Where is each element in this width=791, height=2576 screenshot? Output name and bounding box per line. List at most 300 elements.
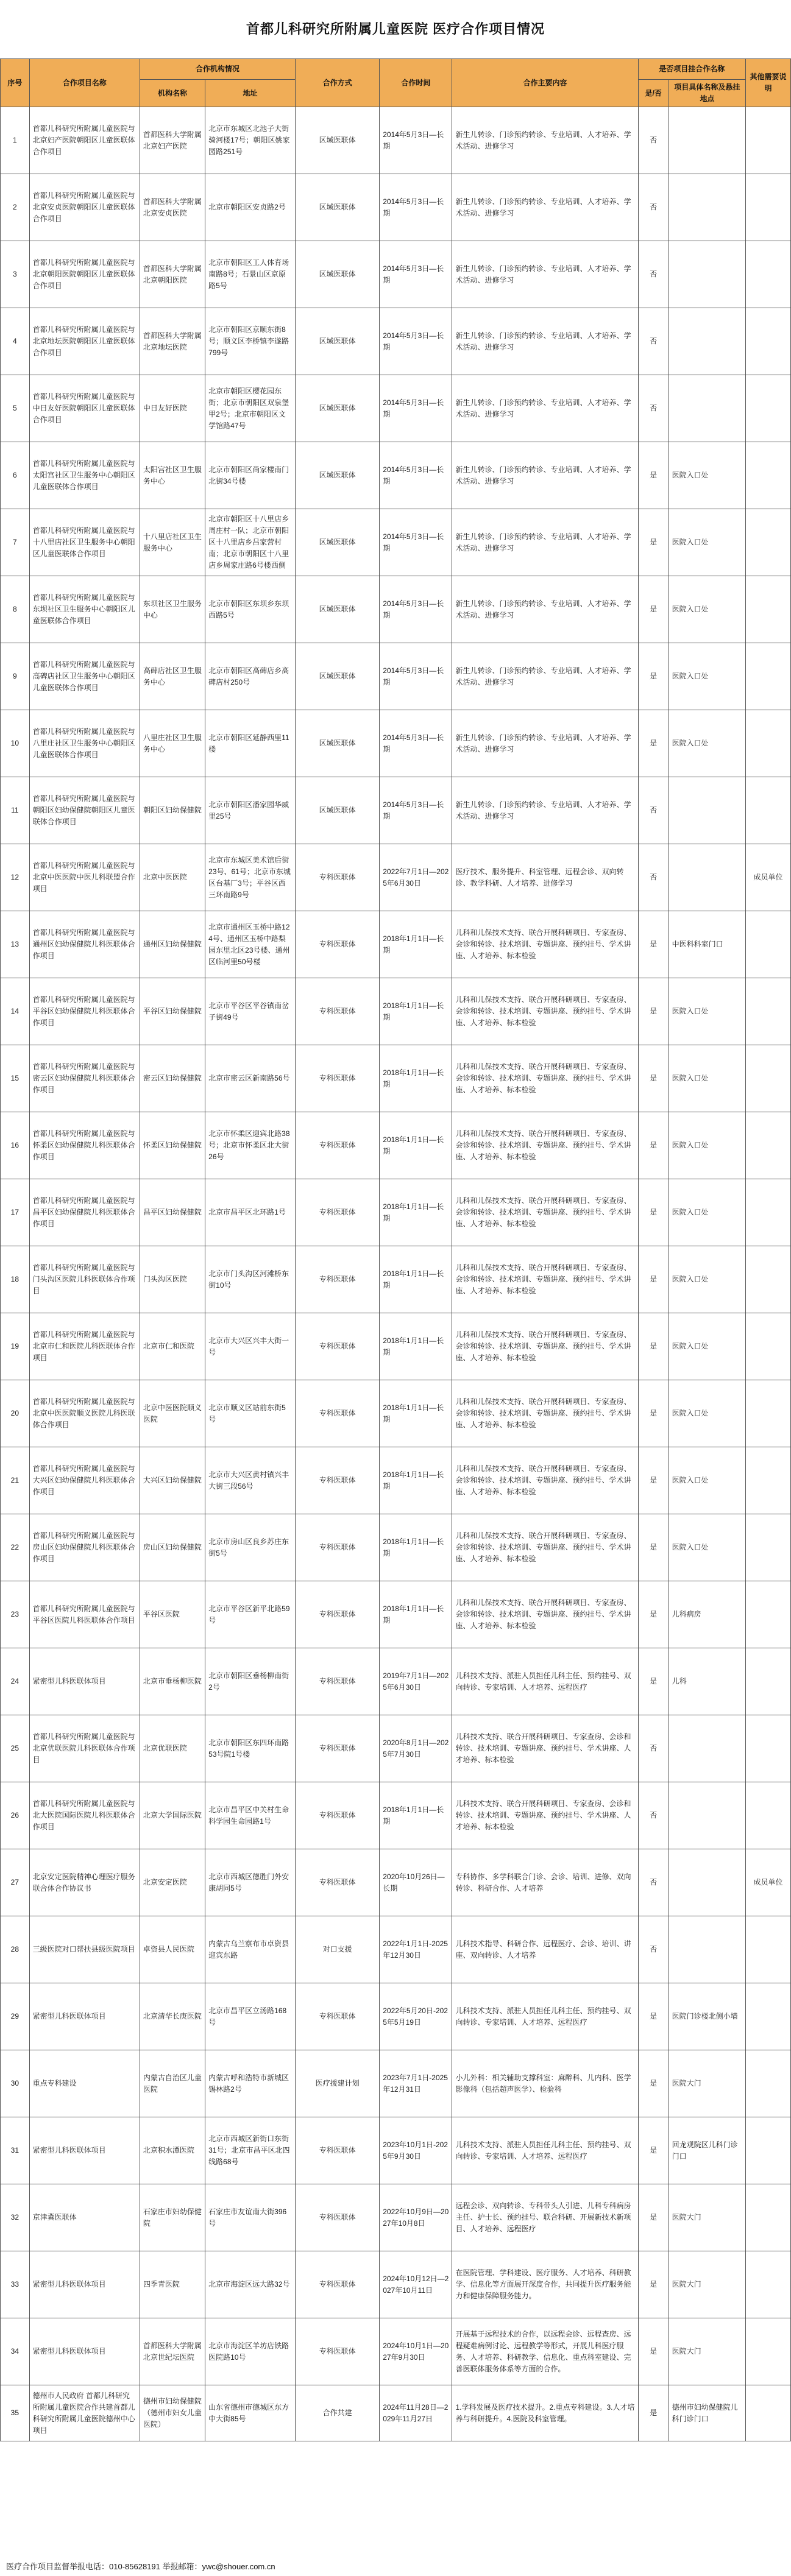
row-number: 20 [1, 1380, 30, 1447]
cooperation-time: 2018年1月1日—长期 [380, 1581, 452, 1648]
table-row [1, 308, 791, 375]
cooperation-time: 2023年10月1日-2025年9月30日 [380, 2117, 452, 2184]
cooperation-mode: 专科医联体 [295, 1313, 379, 1380]
cooperation-mode: 专科医联体 [295, 844, 379, 911]
brand-yes-no: 是 [638, 1447, 669, 1514]
project-name: 首都儿科研究所附属儿童医院与中日友好医院朝阳区儿童医联体合作项目 [29, 375, 140, 442]
other-note [746, 1581, 791, 1648]
brand-yes-no: 是 [638, 2385, 669, 2441]
org-address: 北京市朝阳区十八里店乡周庄村一队；北京市朝阳区十八里店乡吕家营村南；北京市朝阳区十八里店乡周家庄路6号楼西侧 [205, 509, 296, 576]
org-name: 通州区妇幼保健院 [140, 911, 205, 978]
brand-place: 医院入口处 [669, 1514, 745, 1581]
cooperation-time: 2022年1月1日-2025年12月30日 [380, 1916, 452, 1983]
org-name: 首都医科大学附属北京妇产医院 [140, 107, 205, 174]
cooperation-time: 2018年1月1日—长期 [380, 1514, 452, 1581]
cooperation-content: 新生儿转诊、门诊预约转诊、专业培训、人才培养、学术活动、进修学习 [452, 442, 638, 509]
org-address: 北京市朝阳区工人体育场南路8号；石景山区京原路5号 [205, 241, 296, 308]
cooperation-content: 儿科技术支持、联合开展科研项目、专家查房、会诊和转诊、技术培训、专题讲座、预约挂号、学术讲座、人才培养、标本检验 [452, 1715, 638, 1782]
brand-place [669, 174, 745, 241]
other-note [746, 375, 791, 442]
org-address: 山东省德州市德城区东方中大街85号 [205, 2385, 296, 2441]
cooperation-mode: 专科医联体 [295, 1648, 379, 1715]
cooperation-mode: 专科医联体 [295, 1715, 379, 1782]
org-name: 平谷区妇幼保健院 [140, 978, 205, 1045]
cooperation-time: 2014年5月3日—长期 [380, 174, 452, 241]
other-note [746, 978, 791, 1045]
cooperation-time: 2014年5月3日—长期 [380, 777, 452, 844]
project-name: 首都儿科研究所附属儿童医院与北京安贞医院朝阳区儿童医联体合作项目 [29, 174, 140, 241]
cooperation-mode: 专科医联体 [295, 1849, 379, 1916]
project-name: 重点专科建设 [29, 2050, 140, 2117]
other-note [746, 1983, 791, 2050]
org-name: 四季青医院 [140, 2251, 205, 2318]
header-org: 合作机构情况 [140, 59, 295, 80]
brand-place [669, 375, 745, 442]
cooperation-content: 儿科和儿保技术支持、联合开展科研项目、专家查房、会诊和转诊、技术培训、专题讲座、预约挂号、学术讲座、人才培养、标本检验 [452, 1112, 638, 1179]
project-name: 首都儿科研究所附属儿童医院与通州区妇幼保健院儿科医联体合作项目 [29, 911, 140, 978]
table-row [1, 643, 791, 710]
cooperation-mode: 专科医联体 [295, 1380, 379, 1447]
org-name: 密云区妇幼保健院 [140, 1045, 205, 1112]
org-name: 北京清华长庚医院 [140, 1983, 205, 2050]
cooperation-content: 儿科和儿保技术支持、联合开展科研项目、专家查房、会诊和转诊、技术培训、专题讲座、预约挂号、学术讲座、人才培养、标本检验 [452, 1380, 638, 1447]
row-number: 12 [1, 844, 30, 911]
brand-yes-no: 是 [638, 1246, 669, 1313]
table-row [1, 174, 791, 241]
project-name: 首都儿科研究所附属儿童医院与八里庄社区卫生服务中心朝阳区儿童医联体合作项目 [29, 710, 140, 777]
org-address: 北京市朝阳区东坝乡东坝西路5号 [205, 576, 296, 643]
brand-yes-no: 是 [638, 2117, 669, 2184]
org-name: 北京中医医院顺义医院 [140, 1380, 205, 1447]
org-address: 北京市房山区良乡苏庄东街5号 [205, 1514, 296, 1581]
cooperation-time: 2018年1月1日—长期 [380, 978, 452, 1045]
table-row [1, 1045, 791, 1112]
row-number: 8 [1, 576, 30, 643]
row-number: 3 [1, 241, 30, 308]
brand-yes-no: 是 [638, 1313, 669, 1380]
brand-yes-no: 是 [638, 1179, 669, 1246]
cooperation-mode: 专科医联体 [295, 1045, 379, 1112]
cooperation-mode: 医疗援建计划 [295, 2050, 379, 2117]
brand-place: 医院入口处 [669, 978, 745, 1045]
org-address: 北京市平谷区新平北路59号 [205, 1581, 296, 1648]
org-address: 北京市东城区美术馆后街23号、61号；北京市东城区台基厂3号；平谷区西三环南路9号 [205, 844, 296, 911]
row-number: 18 [1, 1246, 30, 1313]
project-name: 紧密型儿科医联体项目 [29, 2318, 140, 2385]
other-note [746, 2050, 791, 2117]
org-name: 朝阳区妇幼保健院 [140, 777, 205, 844]
brand-yes-no: 是 [638, 442, 669, 509]
other-note [746, 174, 791, 241]
brand-place: 医院入口处 [669, 643, 745, 710]
other-note [746, 710, 791, 777]
cooperation-time: 2023年7月1日-2025年12月31日 [380, 2050, 452, 2117]
brand-yes-no: 否 [638, 844, 669, 911]
cooperation-mode: 专科医联体 [295, 1983, 379, 2050]
brand-yes-no: 否 [638, 241, 669, 308]
row-number: 27 [1, 1849, 30, 1916]
project-name: 首都儿科研究所附属儿童医院与北京市仁和医院儿科医联体合作项目 [29, 1313, 140, 1380]
cooperation-mode: 专科医联体 [295, 1112, 379, 1179]
org-address: 北京市昌平区北环路1号 [205, 1179, 296, 1246]
cooperation-mode: 区域医联体 [295, 710, 379, 777]
brand-place: 医院入口处 [669, 710, 745, 777]
row-number: 9 [1, 643, 30, 710]
table-row [1, 107, 791, 174]
cooperation-time: 2014年5月3日—长期 [380, 241, 452, 308]
cooperation-time: 2014年5月3日—长期 [380, 442, 452, 509]
org-address: 内蒙古乌兰察布市卓资县迎宾东路 [205, 1916, 296, 1983]
org-name: 北京中医医院 [140, 844, 205, 911]
row-number: 24 [1, 1648, 30, 1715]
cooperation-time: 2014年5月3日—长期 [380, 576, 452, 643]
other-note [746, 1648, 791, 1715]
brand-yes-no: 是 [638, 1380, 669, 1447]
org-address: 北京市昌平区中关村生命科学园生命园路1号 [205, 1782, 296, 1849]
brand-yes-no: 是 [638, 2184, 669, 2251]
cooperation-content: 儿科和儿保技术支持、联合开展科研项目、专家查房、会诊和转诊、技术培训、专题讲座、预约挂号、学术讲座、人才培养、标本检验 [452, 1313, 638, 1380]
row-number: 14 [1, 978, 30, 1045]
project-name: 紧密型儿科医联体项目 [29, 2251, 140, 2318]
brand-place [669, 1849, 745, 1916]
cooperation-content: 新生儿转诊、门诊预约转诊、专业培训、人才培养、学术活动、进修学习 [452, 375, 638, 442]
brand-place: 德州市妇幼保健院儿科门诊门口 [669, 2385, 745, 2441]
other-note [746, 1916, 791, 1983]
cooperation-mode: 区域医联体 [295, 241, 379, 308]
row-number: 7 [1, 509, 30, 576]
brand-place: 回龙观院区儿科门诊门口 [669, 2117, 745, 2184]
row-number: 4 [1, 308, 30, 375]
row-number: 1 [1, 107, 30, 174]
table-row [1, 777, 791, 844]
project-name: 首都儿科研究所附属儿童医院与太阳宫社区卫生服务中心朝阳区儿童医联体合作项目 [29, 442, 140, 509]
other-note [746, 1246, 791, 1313]
row-number: 17 [1, 1179, 30, 1246]
table-row [1, 1983, 791, 2050]
cooperation-time: 2014年5月3日—长期 [380, 710, 452, 777]
other-note [746, 1782, 791, 1849]
org-address: 北京市朝阳区垂杨柳南街2号 [205, 1648, 296, 1715]
org-name: 德州市妇幼保健院（德州市妇女儿童医院） [140, 2385, 205, 2441]
table-row [1, 1179, 791, 1246]
cooperation-content: 儿科技术支持、派驻人员担任儿科主任、预约挂号、双向转诊、专家培训、人才培养、远程医疗 [452, 1648, 638, 1715]
org-name: 怀柔区妇幼保健院 [140, 1112, 205, 1179]
brand-place: 医院门诊楼北侧小墙 [669, 1983, 745, 2050]
cooperation-mode: 区域医联体 [295, 174, 379, 241]
project-name: 首都儿科研究所附属儿童医院与房山区妇幼保健院儿科医联体合作项目 [29, 1514, 140, 1581]
project-name: 首都儿科研究所附属儿童医院与门头沟区医院儿科医联体合作项目 [29, 1246, 140, 1313]
project-name: 首都儿科研究所附属儿童医院与高碑店社区卫生服务中心朝阳区儿童医联体合作项目 [29, 643, 140, 710]
cooperation-time: 2018年1月1日—长期 [380, 1112, 452, 1179]
brand-yes-no: 否 [638, 174, 669, 241]
brand-yes-no: 否 [638, 777, 669, 844]
org-address: 北京市怀柔区迎宾北路38号；北京市怀柔区北大街26号 [205, 1112, 296, 1179]
header-brand: 是否项目挂合作名称 [638, 59, 745, 80]
brand-place: 医院大门 [669, 2050, 745, 2117]
other-note [746, 1380, 791, 1447]
org-name: 石家庄市妇幼保健院 [140, 2184, 205, 2251]
header-time: 合作时间 [380, 59, 452, 107]
row-number: 10 [1, 710, 30, 777]
table-row [1, 1514, 791, 1581]
org-address: 北京市海淀区远大路32号 [205, 2251, 296, 2318]
row-number: 31 [1, 2117, 30, 2184]
cooperation-content: 新生儿转诊、门诊预约转诊、专业培训、人才培养、学术活动、进修学习 [452, 509, 638, 576]
brand-yes-no: 是 [638, 1983, 669, 2050]
cooperation-mode: 专科医联体 [295, 1782, 379, 1849]
header-other: 其他需要说明 [746, 59, 791, 107]
header-project: 合作项目名称 [29, 59, 140, 107]
other-note [746, 1045, 791, 1112]
cooperation-mode: 区域医联体 [295, 509, 379, 576]
org-name: 北京市仁和医院 [140, 1313, 205, 1380]
other-note [746, 576, 791, 643]
header-brand-place: 项目具体名称及悬挂地点 [669, 80, 745, 107]
project-name: 紧密型儿科医联体项目 [29, 2117, 140, 2184]
cooperation-content: 儿科和儿保技术支持、联合开展科研项目、专家查房、会诊和转诊、技术培训、专题讲座、预约挂号、学术讲座、人才培养、标本检验 [452, 1514, 638, 1581]
brand-place: 医院大门 [669, 2318, 745, 2385]
cooperation-time: 2018年1月1日—长期 [380, 1447, 452, 1514]
header-org-addr: 地址 [205, 80, 296, 107]
org-address: 北京市朝阳区尚家楼南门北街34号楼 [205, 442, 296, 509]
cooperation-time: 2020年8月1日—2025年7月30日 [380, 1715, 452, 1782]
brand-place [669, 1715, 745, 1782]
org-address: 北京市海淀区羊坊店铁路医院路10号 [205, 2318, 296, 2385]
org-address: 北京市西城区德胜门外安康胡同5号 [205, 1849, 296, 1916]
other-note [746, 107, 791, 174]
cooperation-content: 儿科技术支持、联合开展科研项目、专家查房、会诊和转诊、技术培训、专题讲座、预约挂号、学术讲座、人才培养、标本检验 [452, 1782, 638, 1849]
brand-place [669, 308, 745, 375]
cooperation-content: 儿科和儿保技术支持、联合开展科研项目、专家查房、会诊和转诊、技术培训、专题讲座、预约挂号、学术讲座、人才培养、标本检验 [452, 1179, 638, 1246]
cooperation-mode: 区域医联体 [295, 442, 379, 509]
header-no: 序号 [1, 59, 30, 107]
cooperation-content: 新生儿转诊、门诊预约转诊、专业培训、人才培养、学术活动、进修学习 [452, 308, 638, 375]
project-name: 三级医院对口帮扶县级医院项目 [29, 1916, 140, 1983]
org-name: 北京积水潭医院 [140, 2117, 205, 2184]
org-name: 大兴区妇幼保健院 [140, 1447, 205, 1514]
cooperation-time: 2014年5月3日—长期 [380, 107, 452, 174]
brand-place: 医院入口处 [669, 1179, 745, 1246]
org-name: 东坝社区卫生服务中心 [140, 576, 205, 643]
cooperation-content: 新生儿转诊、门诊预约转诊、专业培训、人才培养、学术活动、进修学习 [452, 777, 638, 844]
cooperation-content: 医疗技术、服务提升、科室管理、远程会诊、双向转诊、教学科研、人才培养、进修学习 [452, 844, 638, 911]
org-name: 太阳宫社区卫生服务中心 [140, 442, 205, 509]
cooperation-content: 新生儿转诊、门诊预约转诊、专业培训、人才培养、学术活动、进修学习 [452, 174, 638, 241]
other-note [746, 509, 791, 576]
header-org-name: 机构名称 [140, 80, 205, 107]
project-name: 首都儿科研究所附属儿童医院与怀柔区妇幼保健院儿科医联体合作项目 [29, 1112, 140, 1179]
project-name: 首都儿科研究所附属儿童医院与密云区妇幼保健院儿科医联体合作项目 [29, 1045, 140, 1112]
table-row [1, 2251, 791, 2318]
org-address: 北京市顺义区站前东街5号 [205, 1380, 296, 1447]
cooperation-mode: 区域医联体 [295, 643, 379, 710]
cooperation-time: 2014年5月3日—长期 [380, 375, 452, 442]
cooperation-mode: 专科医联体 [295, 1179, 379, 1246]
header-brand-yn: 是/否 [638, 80, 669, 107]
cooperation-content: 在医院管理、学科建设、医疗服务、人才培养、科研教学、信息化等方面展开深度合作，共同提升医疗服务能力和健康保障服务能力。 [452, 2251, 638, 2318]
row-number: 16 [1, 1112, 30, 1179]
brand-yes-no: 是 [638, 1112, 669, 1179]
cooperation-content: 儿科和儿保技术支持、联合开展科研项目、专家查房、会诊和转诊、技术培训、专题讲座、预约挂号、学术讲座、人才培养、标本检验 [452, 1447, 638, 1514]
org-address: 北京市朝阳区东四环南路53号院1号楼 [205, 1715, 296, 1782]
row-number: 29 [1, 1983, 30, 2050]
org-address: 北京市门头沟区河滩桥东街10号 [205, 1246, 296, 1313]
project-name: 首都儿科研究所附属儿童医院与北京朝阳医院朝阳区儿童医联体合作项目 [29, 241, 140, 308]
table-row [1, 1782, 791, 1849]
brand-yes-no: 否 [638, 107, 669, 174]
project-name: 首都儿科研究所附属儿童医院与北京地坛医院朝阳区儿童医联体合作项目 [29, 308, 140, 375]
table-row [1, 1849, 791, 1916]
other-note [746, 442, 791, 509]
table-row [1, 2050, 791, 2117]
cooperation-content: 新生儿转诊、门诊预约转诊、专业培训、人才培养、学术活动、进修学习 [452, 643, 638, 710]
table-row [1, 375, 791, 442]
brand-place [669, 844, 745, 911]
cooperation-content: 儿科和儿保技术支持、联合开展科研项目、专家查房、会诊和转诊、技术培训、专题讲座、预约挂号、学术讲座、人才培养、标本检验 [452, 1246, 638, 1313]
org-address: 北京市密云区新南路56号 [205, 1045, 296, 1112]
brand-yes-no: 是 [638, 576, 669, 643]
project-name: 京津冀医联体 [29, 2184, 140, 2251]
table-row [1, 442, 791, 509]
cooperation-content: 新生儿转诊、门诊预约转诊、专业培训、人才培养、学术活动、进修学习 [452, 710, 638, 777]
row-number: 19 [1, 1313, 30, 1380]
table-row [1, 978, 791, 1045]
other-note [746, 643, 791, 710]
brand-place [669, 1782, 745, 1849]
project-name: 首都儿科研究所附属儿童医院与大兴区妇幼保健院儿科医联体合作项目 [29, 1447, 140, 1514]
table-body [1, 107, 791, 2441]
brand-yes-no: 否 [638, 308, 669, 375]
project-name: 首都儿科研究所附属儿童医院与北京中医医院中医儿科联盟合作项目 [29, 844, 140, 911]
org-address: 北京市朝阳区延静西里11楼 [205, 710, 296, 777]
table-row [1, 1581, 791, 1648]
cooperation-time: 2019年7月1日—2025年6月30日 [380, 1648, 452, 1715]
brand-yes-no: 是 [638, 643, 669, 710]
table-row [1, 1916, 791, 1983]
row-number: 25 [1, 1715, 30, 1782]
org-name: 北京大学国际医院 [140, 1782, 205, 1849]
cooperation-time: 2024年10月12日—2027年10月11日 [380, 2251, 452, 2318]
brand-place [669, 777, 745, 844]
table-row [1, 710, 791, 777]
other-note [746, 241, 791, 308]
cooperation-time: 2018年1月1日—长期 [380, 1246, 452, 1313]
org-name: 昌平区妇幼保健院 [140, 1179, 205, 1246]
org-address: 北京市大兴区兴丰大街一号 [205, 1313, 296, 1380]
cooperation-mode: 合作共建 [295, 2385, 379, 2441]
cooperation-time: 2018年1月1日—长期 [380, 1045, 452, 1112]
brand-yes-no: 是 [638, 978, 669, 1045]
table-row [1, 2385, 791, 2441]
brand-place: 医院入口处 [669, 442, 745, 509]
cooperation-content: 专科协作、多学科联合门诊、会诊、培训、进修、双向转诊、科研合作、人才培养 [452, 1849, 638, 1916]
project-name: 首都儿科研究所附属儿童医院与十八里店社区卫生服务中心朝阳区儿童医联体合作项目 [29, 509, 140, 576]
cooperation-content: 儿科技术支持、派驻人员担任儿科主任、预约挂号、双向转诊、专家培训、人才培养、远程医疗 [452, 2117, 638, 2184]
brand-yes-no: 是 [638, 2251, 669, 2318]
brand-place: 医院入口处 [669, 1112, 745, 1179]
brand-yes-no: 是 [638, 1514, 669, 1581]
org-name: 房山区妇幼保健院 [140, 1514, 205, 1581]
project-name: 首都儿科研究所附属儿童医院与北京优联医院儿科医联体合作项目 [29, 1715, 140, 1782]
brand-place: 儿科病房 [669, 1581, 745, 1648]
cooperation-time: 2024年11月28日—2029年11月27日 [380, 2385, 452, 2441]
table-row [1, 1648, 791, 1715]
row-number: 30 [1, 2050, 30, 2117]
row-number: 13 [1, 911, 30, 978]
cooperation-mode: 区域医联体 [295, 107, 379, 174]
org-address: 内蒙古呼和浩特市新城区锡林路2号 [205, 2050, 296, 2117]
other-note [746, 2117, 791, 2184]
cooperation-content: 儿科和儿保技术支持、联合开展科研项目、专家查房、会诊和转诊、技术培训、专题讲座、预约挂号、学术讲座、人才培养、标本检验 [452, 1045, 638, 1112]
table-row [1, 844, 791, 911]
cooperation-mode: 专科医联体 [295, 2318, 379, 2385]
brand-place: 医院入口处 [669, 1313, 745, 1380]
cooperation-mode: 区域医联体 [295, 308, 379, 375]
cooperation-mode: 专科医联体 [295, 1514, 379, 1581]
project-name: 首都儿科研究所附属儿童医院与北京中医医院顺义医院儿科医联体合作项目 [29, 1380, 140, 1447]
cooperation-time: 2014年5月3日—长期 [380, 643, 452, 710]
other-note [746, 1715, 791, 1782]
cooperation-mode: 区域医联体 [295, 375, 379, 442]
other-note [746, 2385, 791, 2441]
row-number: 26 [1, 1782, 30, 1849]
row-number: 6 [1, 442, 30, 509]
table-row [1, 1313, 791, 1380]
cooperation-table [0, 58, 791, 2441]
org-name: 首都医科大学附属北京安贞医院 [140, 174, 205, 241]
table-row [1, 241, 791, 308]
org-address: 北京市大兴区黄村镇兴丰大街三段56号 [205, 1447, 296, 1514]
other-note [746, 308, 791, 375]
row-number: 32 [1, 2184, 30, 2251]
cooperation-content: 小儿外科：相关辅助支撑科室：麻醉科、儿内科、医学影像科（包括超声医学）、检验科 [452, 2050, 638, 2117]
other-note: 成员单位 [746, 844, 791, 911]
row-number: 5 [1, 375, 30, 442]
cooperation-time: 2018年1月1日—长期 [380, 911, 452, 978]
brand-place: 医院入口处 [669, 576, 745, 643]
brand-place: 医院大门 [669, 2251, 745, 2318]
row-number: 34 [1, 2318, 30, 2385]
brand-yes-no: 否 [638, 1916, 669, 1983]
project-name: 首都儿科研究所附属儿童医院与昌平区妇幼保健院儿科医联体合作项目 [29, 1179, 140, 1246]
table-row [1, 2318, 791, 2385]
cooperation-mode: 专科医联体 [295, 978, 379, 1045]
page-title: 首都儿科研究所附属儿童医院 医疗合作项目情况 [246, 21, 545, 37]
project-name: 紧密型儿科医联体项目 [29, 1983, 140, 2050]
project-name: 首都儿科研究所附属儿童医院与北京妇产医院朝阳区儿童医联体合作项目 [29, 107, 140, 174]
brand-yes-no: 是 [638, 2050, 669, 2117]
table-row [1, 1112, 791, 1179]
brand-yes-no: 否 [638, 1715, 669, 1782]
project-name: 北京安定医院精神心理医疗服务联合体合作协议书 [29, 1849, 140, 1916]
brand-yes-no: 是 [638, 1045, 669, 1112]
org-name: 门头沟区医院 [140, 1246, 205, 1313]
table-row [1, 509, 791, 576]
cooperation-time: 2018年1月1日—长期 [380, 1179, 452, 1246]
brand-place: 医院大门 [669, 2184, 745, 2251]
brand-place: 医院入口处 [669, 1380, 745, 1447]
cooperation-time: 2018年1月1日—长期 [380, 1313, 452, 1380]
other-note [746, 1447, 791, 1514]
cooperation-mode: 专科医联体 [295, 2184, 379, 2251]
table-row [1, 1715, 791, 1782]
cooperation-content: 儿科技术指导、科研合作、远程医疗、会诊、培训、讲座、双向转诊、人才培养 [452, 1916, 638, 1983]
cooperation-mode: 专科医联体 [295, 1581, 379, 1648]
row-number: 33 [1, 2251, 30, 2318]
brand-yes-no: 是 [638, 1581, 669, 1648]
row-number: 15 [1, 1045, 30, 1112]
cooperation-mode: 专科医联体 [295, 2117, 379, 2184]
